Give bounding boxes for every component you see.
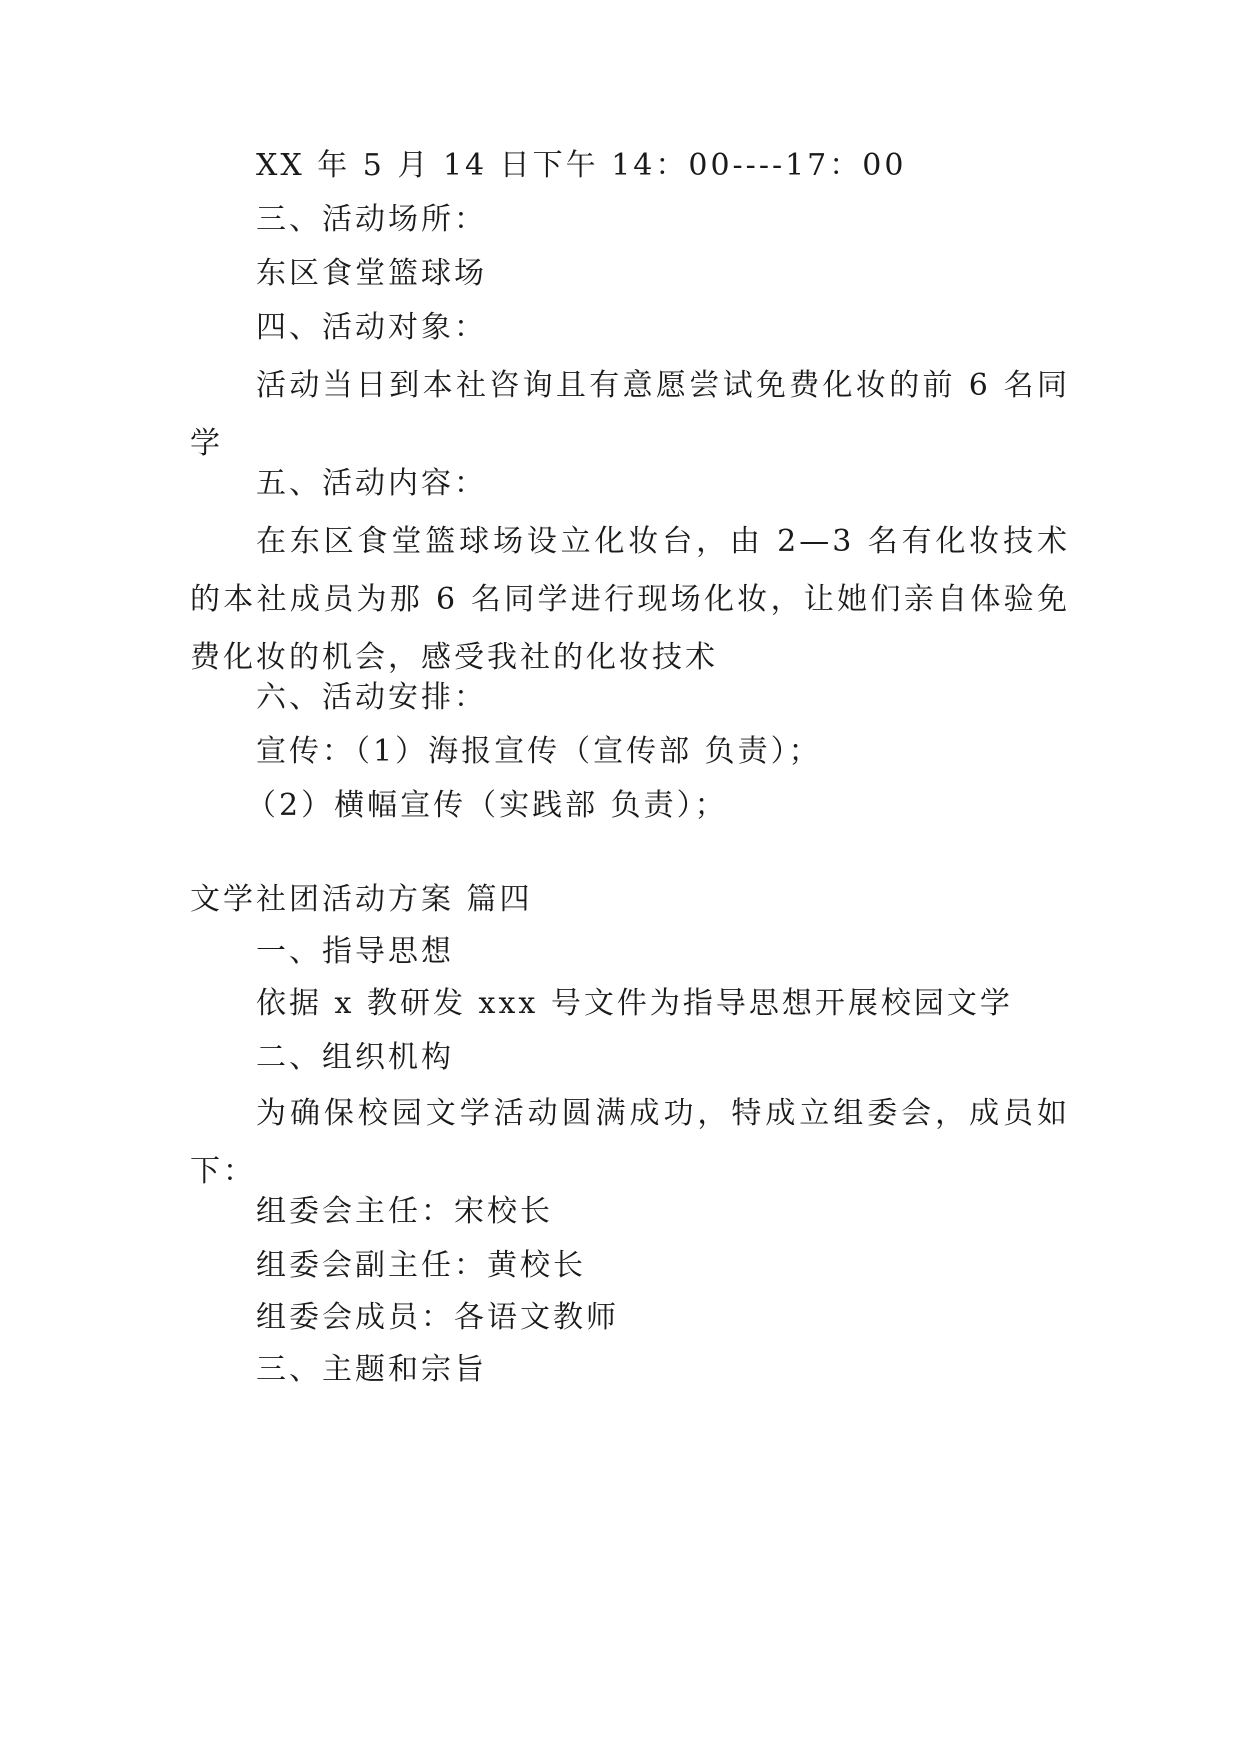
org-intro-paragraph: 为确保校园文学活动圆满成功，特成立组委会，成员如下： xyxy=(190,1096,1070,1189)
audience-paragraph: 活动当日到本社咨询且有意愿尝试免费化妆的前 6 名同学 xyxy=(190,368,1070,461)
activity-time-value: XX 年 5 月 14 日下午 14：00----17：00 xyxy=(256,148,907,183)
arrangement-item-banner: （2）横幅宣传（实践部 负责）； xyxy=(246,788,728,823)
committee-director: 组委会主任：宋校长 xyxy=(256,1194,553,1229)
section-title: 文学社团活动方案 篇四 xyxy=(190,882,533,917)
committee-members: 组委会成员：各语文教师 xyxy=(256,1300,619,1335)
arrangement-heading: 六、活动安排： xyxy=(256,680,487,715)
guiding-heading: 一、指导思想 xyxy=(256,934,454,969)
venue-heading: 三、活动场所： xyxy=(256,202,487,237)
content-heading: 五、活动内容： xyxy=(256,466,487,501)
org-heading: 二、组织机构 xyxy=(256,1040,454,1075)
venue-value: 东区食堂篮球场 xyxy=(256,256,487,291)
content-paragraph: 在东区食堂篮球场设立化妆台，由 2—3 名有化妆技术的本社成员为那 6 名同学进行现场化妆，让她们亲自体验免费化妆的机会，感受我社的化妆技术 xyxy=(190,524,1070,675)
guiding-value: 依据 x 教研发 xxx 号文件为指导思想开展校园文学 xyxy=(256,986,1013,1021)
audience-heading: 四、活动对象： xyxy=(256,310,487,345)
committee-vice-director: 组委会副主任：黄校长 xyxy=(256,1248,586,1283)
theme-heading: 三、主题和宗旨 xyxy=(256,1352,487,1387)
arrangement-item-poster: 宣传：（1）海报宣传（宣传部 负责）； xyxy=(256,734,822,769)
